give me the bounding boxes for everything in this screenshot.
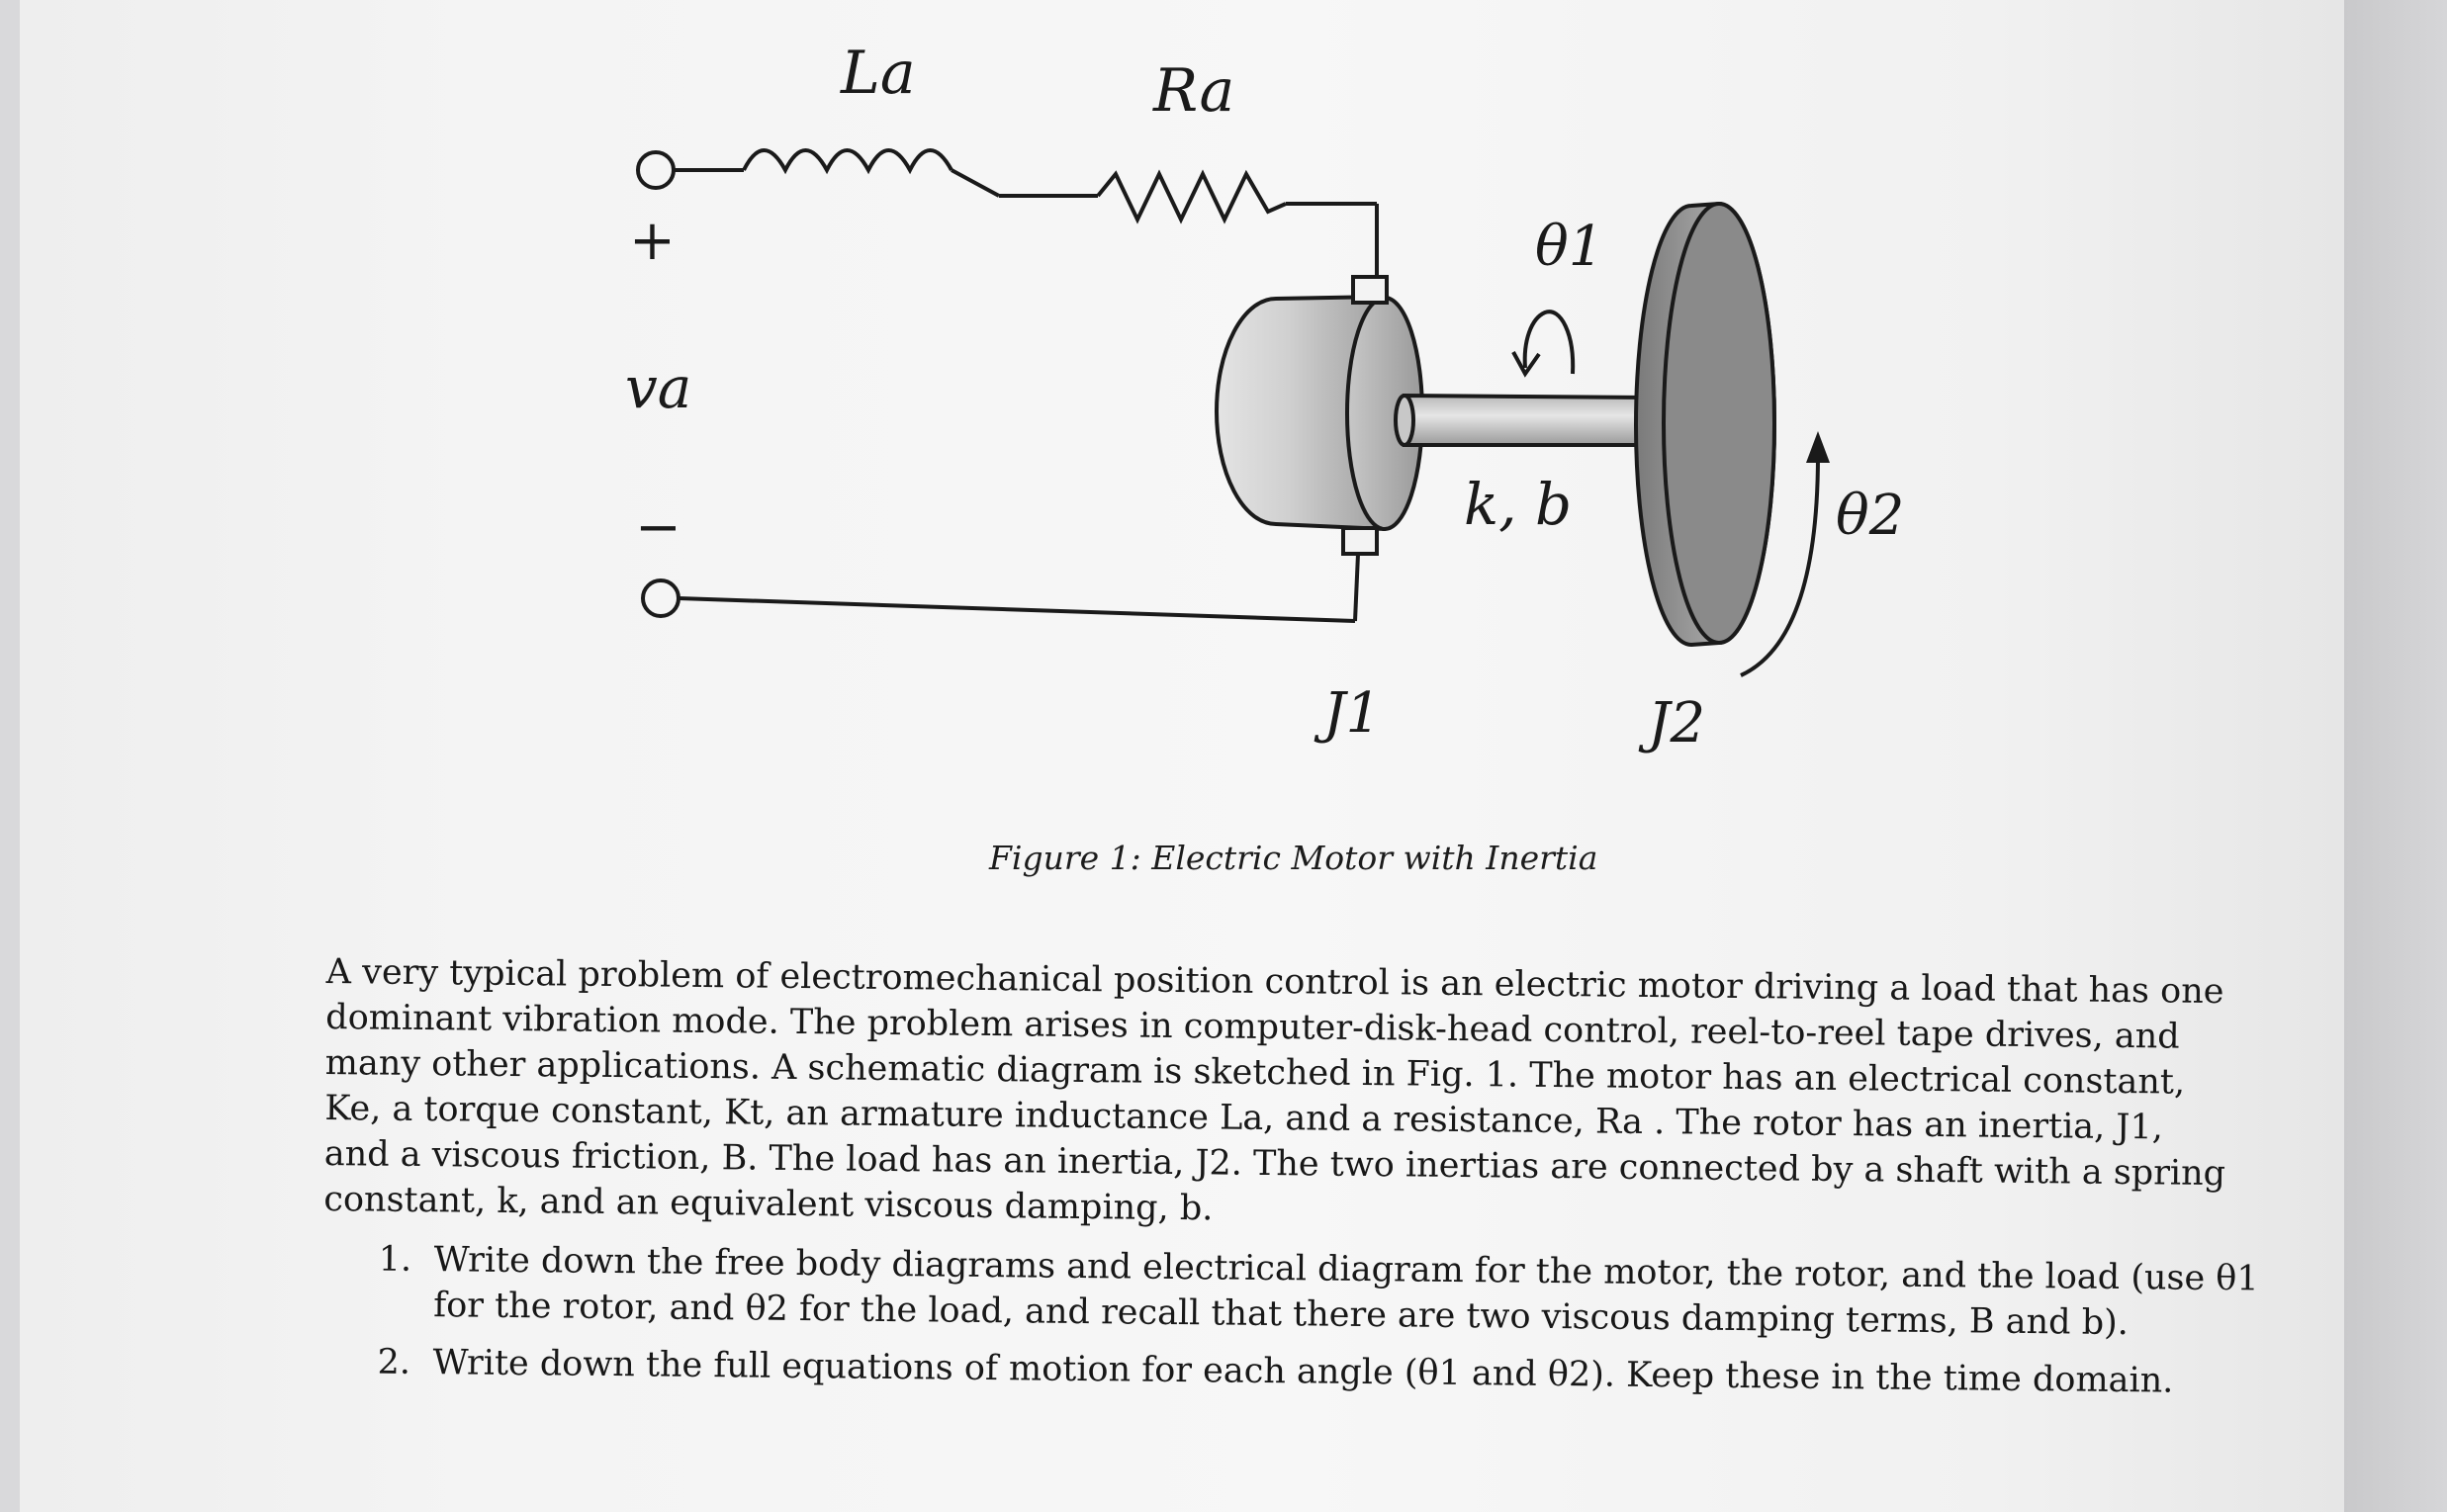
intro-paragraph	[323, 949, 2226, 1241]
load-inertia-label: J2	[1648, 691, 1706, 756]
resistor-label: Ra	[1153, 56, 1235, 126]
figure-caption: Figure 1: Electric Motor with Inertia	[989, 839, 1598, 877]
voltage-label: va	[625, 354, 692, 421]
theta1-label: θ1	[1535, 215, 1604, 279]
negative-terminal	[643, 580, 679, 616]
list-number: 2.	[377, 1342, 411, 1382]
list-item-line: Write down the full equations of motion for each angle (θ1 and θ2). Keep these in the time domain.	[432, 1343, 2174, 1401]
list-item-line: Write down the free body diagrams and electrical diagram for the motor, the rotor, and the load (use θ1	[433, 1240, 2259, 1299]
paragraph-line: Ke, a torque constant, Kt, an armature inductance La, and a resistance, Ra . The rotor has an inertia, J1,	[324, 1088, 2164, 1148]
shaft	[1396, 396, 1642, 445]
theta1-arrow-icon	[1513, 311, 1573, 374]
theta2-arrowhead	[1806, 431, 1830, 463]
rotor-inertia-label: J1	[1323, 681, 1382, 746]
shaft-label: k, b	[1464, 471, 1573, 538]
list-number: 1.	[378, 1239, 412, 1280]
list-item	[321, 1339, 2174, 1403]
paragraph-line: and a viscous friction, B. The load has an inertia, J2. The two inertias are connected by a shaft with a spring	[323, 1133, 2226, 1195]
task-list	[321, 1236, 2259, 1403]
paragraph-line: A very typical problem of electromechanical position control is an electric motor driving a load that has one	[325, 951, 2224, 1013]
load-disk	[1636, 204, 1774, 645]
list-item-line: for the rotor, and θ2 for the load, and recall that there are two viscous damping terms, B and b).	[433, 1286, 2130, 1344]
theta2-label: θ2	[1836, 484, 1905, 548]
inductor-label: La	[841, 39, 916, 108]
resistor-zigzag	[1098, 174, 1286, 220]
inductor-coil	[744, 150, 952, 170]
paragraph-line: constant, k, and an equivalent viscous damping, b.	[323, 1179, 1214, 1229]
paragraph-line: dominant vibration mode. The problem arises in computer-disk-head control, reel-to-reel tape drives, and	[325, 997, 2180, 1057]
positive-terminal	[638, 152, 674, 188]
problem-text	[321, 949, 2259, 1415]
list-item	[322, 1236, 2259, 1346]
paragraph-line: many other applications. A schematic diagram is sketched in Fig. 1. The motor has an electrical constant,	[324, 1042, 2186, 1103]
minus-sign: −	[635, 495, 681, 560]
plus-sign: +	[629, 209, 676, 273]
motor-rotor	[1217, 277, 1422, 554]
